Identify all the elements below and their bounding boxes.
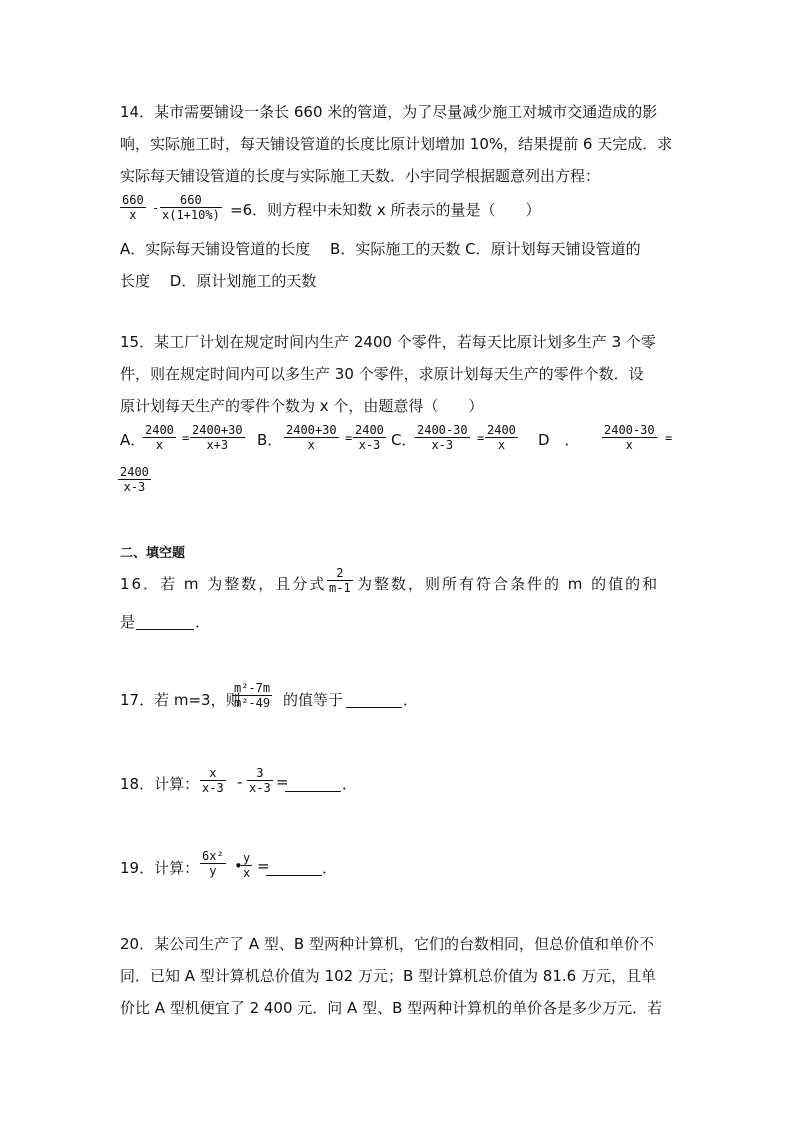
- q19-answer-blank[interactable]: [266, 857, 322, 876]
- denominator: x(1+10%): [162, 208, 220, 222]
- denominator: x-3: [249, 781, 271, 795]
- numerator: 2400: [145, 423, 174, 437]
- q15-option-c-left-fraction: [415, 423, 470, 452]
- q15-option-d-label: D ．: [538, 431, 580, 449]
- denominator: x: [155, 438, 164, 452]
- numerator: x: [200, 766, 226, 781]
- q15-line2: 件，则在规定时间内可以多生产 30 个零件，求原计划每天生产的零件个数．设: [120, 365, 644, 383]
- numerator: 660: [160, 193, 222, 208]
- numerator: y: [243, 851, 251, 865]
- denominator: x-3: [431, 438, 454, 452]
- q17-text-after-fraction: 的值等于: [283, 691, 344, 709]
- denominator: x-3: [202, 781, 224, 795]
- denominator: m-1: [329, 581, 351, 595]
- q19-equals: =: [257, 857, 270, 875]
- numerator: 6x²: [202, 849, 224, 863]
- q14-options-line2: 长度 D．原计划施工的天数: [120, 272, 317, 290]
- q15-option-c-label: C．: [391, 431, 417, 449]
- q15-option-b-right-fraction: [353, 423, 386, 452]
- denominator: m²-49: [234, 696, 271, 710]
- q17-answer-blank[interactable]: [346, 689, 402, 708]
- q14-line3: 实际每天铺设管道的长度与实际施工天数．小宇同学根据题意列出方程：: [120, 167, 601, 185]
- q16-text-after-fraction: 为整数，则所有符合条件的 m 的值的和: [357, 575, 660, 593]
- q19-prefix: 19．计算：: [120, 859, 200, 877]
- section-heading: 二、填空题: [120, 546, 186, 561]
- q15-option-c-right-fraction: [485, 423, 518, 452]
- numerator: 660: [122, 193, 144, 207]
- denominator: y: [209, 864, 217, 878]
- q19-fraction-2: [241, 851, 252, 880]
- denominator: x+3: [206, 438, 229, 452]
- q19-multiply-dot: •: [234, 857, 243, 875]
- numerator: 2400: [355, 423, 384, 437]
- denominator: x-3: [123, 480, 146, 494]
- q20-line2: 同．已知 A 型计算机总价值为 102 万元；B 型计算机总价值为 81.6 万元，且单: [120, 967, 656, 985]
- numerator: 3: [247, 766, 273, 781]
- numerator: 2400: [487, 423, 516, 437]
- q14-eq-fraction-2: [160, 193, 222, 222]
- denominator: x-3: [358, 438, 381, 452]
- q15-option-a-right-fraction: [190, 423, 245, 452]
- q15-option-d-equals: =: [665, 431, 673, 445]
- q17-fraction: [232, 681, 272, 710]
- q16-answer-blank[interactable]: [136, 611, 194, 630]
- q14-eq-fraction-1: [120, 193, 146, 222]
- q15-option-a-label: A．: [120, 431, 146, 449]
- q14-line2: 响，实际施工时，每天铺设管道的长度比原计划增加 10%，结果提前 6 天完成．求: [120, 135, 673, 153]
- numerator: 2400: [120, 465, 149, 479]
- q17-period: ．: [403, 691, 419, 709]
- q15-line1: 15．某工厂计划在规定时间内生产 2400 个零件，若每天比原计划多生产 3 个零: [120, 333, 656, 351]
- denominator: x: [243, 866, 251, 880]
- denominator: x: [497, 438, 506, 452]
- q16-line2-prefix: 是: [120, 613, 136, 631]
- numerator: 2: [327, 566, 353, 581]
- q18-minus: -: [237, 773, 243, 791]
- q15-option-c-equals: =: [477, 431, 485, 445]
- q17-text-before-fraction: 17．若 m=3，则: [120, 691, 241, 709]
- q15-option-a-left-fraction: [143, 423, 176, 452]
- q14-eq-minus: -: [152, 201, 160, 215]
- numerator: 2400+30: [192, 423, 243, 437]
- q19-period: ．: [322, 859, 338, 877]
- numerator: 2400+30: [286, 423, 337, 437]
- q16-period: ．: [195, 613, 211, 631]
- denominator: x: [307, 438, 315, 452]
- q18-prefix: 18．计算：: [120, 775, 200, 793]
- q20-line3: 价比 A 型机便宜了 2 400 元．问 A 型、B 型两种计算机的单价各是多少万元．若: [120, 999, 663, 1017]
- q18-period: ．: [342, 775, 358, 793]
- q15-option-a-equals: =: [182, 431, 190, 445]
- denominator: x: [625, 438, 633, 452]
- q18-answer-blank[interactable]: [285, 773, 341, 792]
- q16-fraction: [327, 566, 353, 595]
- numerator: 2400-30: [604, 423, 655, 437]
- q15-option-b-left-fraction: [284, 423, 339, 452]
- q18-fraction-2: [247, 766, 273, 795]
- q15-option-b-equals: =: [345, 431, 353, 445]
- numerator: m²-7m: [234, 681, 271, 695]
- q16-text-before-fraction: 16．若 m 为整数，且分式: [120, 575, 327, 593]
- q14-line1: 14．某市需要铺设一条长 660 米的管道，为了尽量减少施工对城市交通造成的影: [120, 103, 658, 121]
- q15-line3: 原计划每天生产的零件个数为 x 个，由题意得（ ）: [120, 397, 484, 415]
- q18-fraction-1: [200, 766, 226, 795]
- q18-equals: =: [276, 773, 289, 791]
- numerator: 2400-30: [417, 423, 468, 437]
- q14-options-line1: A．实际每天铺设管道的长度 B．实际施工的天数 C．原计划每天铺设管道的: [120, 240, 641, 258]
- q14-eq-tail: =6．则方程中未知数 x 所表示的量是（ ）: [230, 201, 541, 219]
- q15-option-d-left-fraction: [602, 423, 657, 452]
- q20-line1: 20．某公司生产了 A 型、B 型两种计算机，它们的台数相同，但总价值和单价不: [120, 935, 654, 953]
- q15-option-b-label: B．: [257, 431, 283, 449]
- q19-fraction-1: [200, 849, 226, 878]
- denominator: x: [129, 208, 137, 222]
- q15-option-d-right-fraction: [118, 465, 151, 494]
